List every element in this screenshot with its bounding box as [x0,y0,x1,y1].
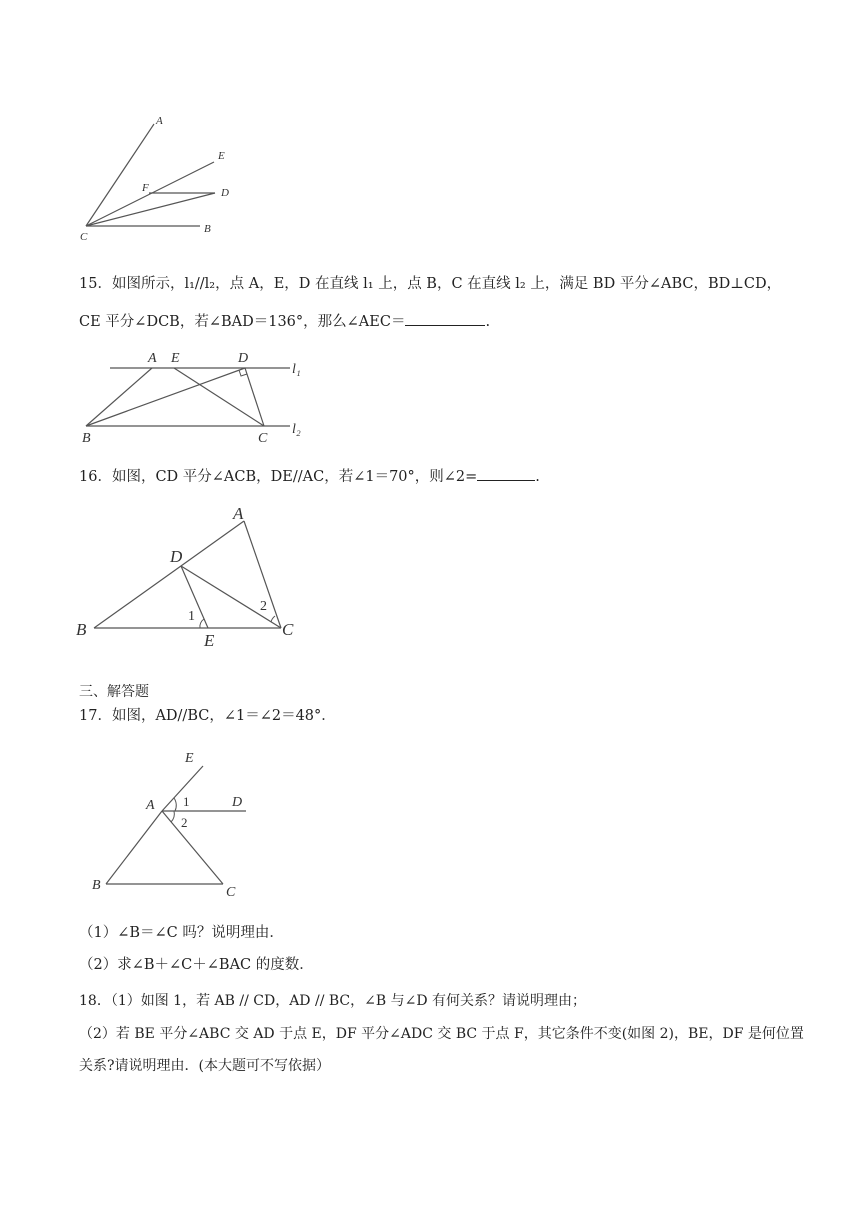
figure-q14-svg [70,108,250,248]
figure-q16 [74,503,304,653]
label-e: E [171,351,180,366]
q17-line1: 17．如图，AD//BC，∠1＝∠2＝48°． [79,708,336,724]
segment-ab [106,811,162,884]
label-l1: l₁ [292,362,301,377]
q18-line3: 关系?请说明理由．(本大题可不写依据） [79,1058,330,1074]
label-f: F [142,182,149,194]
angle-2-arc [171,811,174,822]
segment-ba [94,521,244,628]
label-b: B [76,620,87,639]
section-title: 三、解答题 [79,684,149,700]
label-e: E [204,631,215,650]
q15-line1: 15．如图所示，l₁//l₂，点 A，E，D 在直线 l₁ 上，点 B，C 在直线 l₂ 上，满足 BD 平分∠ABC，BD⊥CD， [79,276,782,292]
angle-1-label: 1 [188,609,195,624]
label-c: C [258,431,268,446]
q17-sub1: （1）∠B＝∠C 吗？说明理由． [79,925,284,941]
label-b: B [82,431,91,446]
q17-sub2: （2）求∠B＋∠C＋∠BAC 的度数． [79,957,314,973]
angle-2-label: 2 [260,599,267,614]
q16-line1: 16．如图，CD 平分∠ACB，DE//AC，若∠1＝70°，则∠2= . [79,466,540,488]
q15-line2: CE 平分∠DCB，若∠BAD＝136°，那么∠AEC＝ . [79,311,490,333]
label-a: A [146,798,155,813]
label-b: B [204,223,211,235]
label-e: E [185,751,194,766]
label-a: A [233,504,244,523]
label-d: D [221,187,229,199]
figure-q15-svg [78,346,318,446]
angle-1-label: 1 [183,794,190,809]
label-l2: l₂ [292,422,301,437]
label-a: A [148,351,157,366]
segment-ec [174,368,264,426]
figure-q17-svg [88,748,258,900]
angle-1-arc [174,798,176,811]
label-c: C [226,885,236,900]
angle-2-label: 2 [181,815,188,830]
angle-2-arc [271,616,275,622]
angle-1-arc [200,619,204,628]
figure-q16-svg [74,503,304,653]
figure-q17 [88,748,258,900]
label-d: D [232,795,243,810]
label-c: C [282,620,294,639]
label-c: C [80,231,88,243]
label-a: A [156,115,163,127]
segment-bd [86,368,245,426]
label-e: E [218,150,225,162]
ray-ce [86,162,214,226]
figure-q14 [70,108,250,248]
segment-ba [86,368,152,426]
q15-answer-blank[interactable] [405,311,485,326]
segment-dc [181,566,281,628]
segment-dc [245,368,264,426]
label-b: B [92,878,101,893]
label-d: D [238,351,249,366]
q18-line2: （2）若 BE 平分∠ABC 交 AD 于点 E，DF 平分∠ADC 交 BC 于点 F，其它条件不变(如图 2)，BE，DF 是何位置 [79,1026,804,1042]
q18-line1: 18．（1）如图 1，若 AB // CD，AD // BC，∠B 与∠D 有何关系？请说明理由； [79,993,586,1009]
figure-q15 [78,346,318,446]
label-d: D [170,547,183,566]
q16-answer-blank[interactable] [477,466,535,481]
